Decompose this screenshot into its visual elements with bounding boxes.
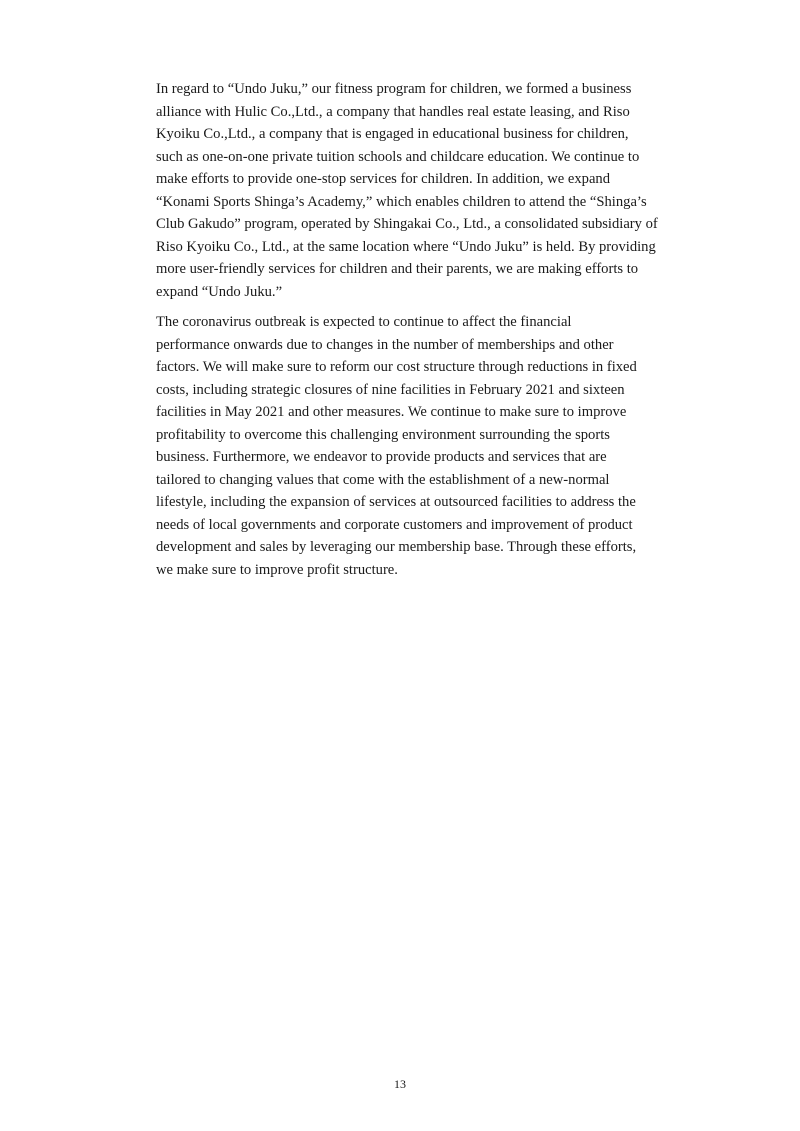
text-line: needs of local governments and corporate customers and improvement of product [156, 516, 633, 533]
text-line: facilities in May 2021 and other measures. We continue to make sure to improve [156, 404, 627, 420]
text-line: make efforts to provide one-stop services for children. In addition, we expand [156, 171, 611, 187]
text-line: The coronavirus outbreak is expected to continue to affect the financial [156, 314, 572, 330]
text-line: Kyoiku Co.,Ltd., a company that is engaged in educational business for children, [156, 126, 629, 142]
text-line: such as one-on-one private tuition schools and childcare education. We continue to [156, 148, 640, 165]
text-line: costs, including strategic closures of nine facilities in February 2021 and sixteen [156, 381, 625, 398]
text-line: business. Furthermore, we endeavor to provide products and services that are [156, 449, 607, 465]
text-line: expand “Undo Juku.” [156, 283, 283, 300]
text-line: factors. We will make sure to reform our cost structure through reductions in fixed [156, 359, 637, 375]
text-line: Club Gakudo” program, operated by Shingakai Co., Ltd., a consolidated subsidiary of [156, 216, 658, 232]
text-line: profitability to overcome this challenging environment surrounding the sports [156, 426, 610, 443]
paragraph-undo-juku [156, 78, 686, 303]
text-line: performance onwards due to changes in the number of memberships and other [156, 336, 614, 353]
paragraph-coronavirus-outlook [156, 311, 686, 581]
text-line: tailored to changing values that come with the establishment of a new-normal [156, 471, 610, 488]
text-line: development and sales by leveraging our membership base. Through these efforts, [156, 539, 637, 555]
text-line: lifestyle, including the expansion of services at outsourced facilities to address the [156, 494, 636, 510]
page-number: 13 [394, 1077, 406, 1091]
body-text [156, 78, 686, 589]
text-line: alliance with Hulic Co.,Ltd., a company that handles real estate leasing, and Riso [156, 103, 630, 120]
text-line: “Konami Sports Shinga’s Academy,” which enables children to attend the “Shinga’s [156, 193, 647, 210]
text-line: we make sure to improve profit structure. [156, 561, 398, 578]
text-line: Riso Kyoiku Co., Ltd., at the same location where “Undo Juku” is held. By providing [156, 238, 656, 255]
text-line: more user-friendly services for children and their parents, we are making efforts to [156, 261, 639, 277]
text-line: In regard to “Undo Juku,” our fitness program for children, we formed a business [156, 81, 632, 97]
